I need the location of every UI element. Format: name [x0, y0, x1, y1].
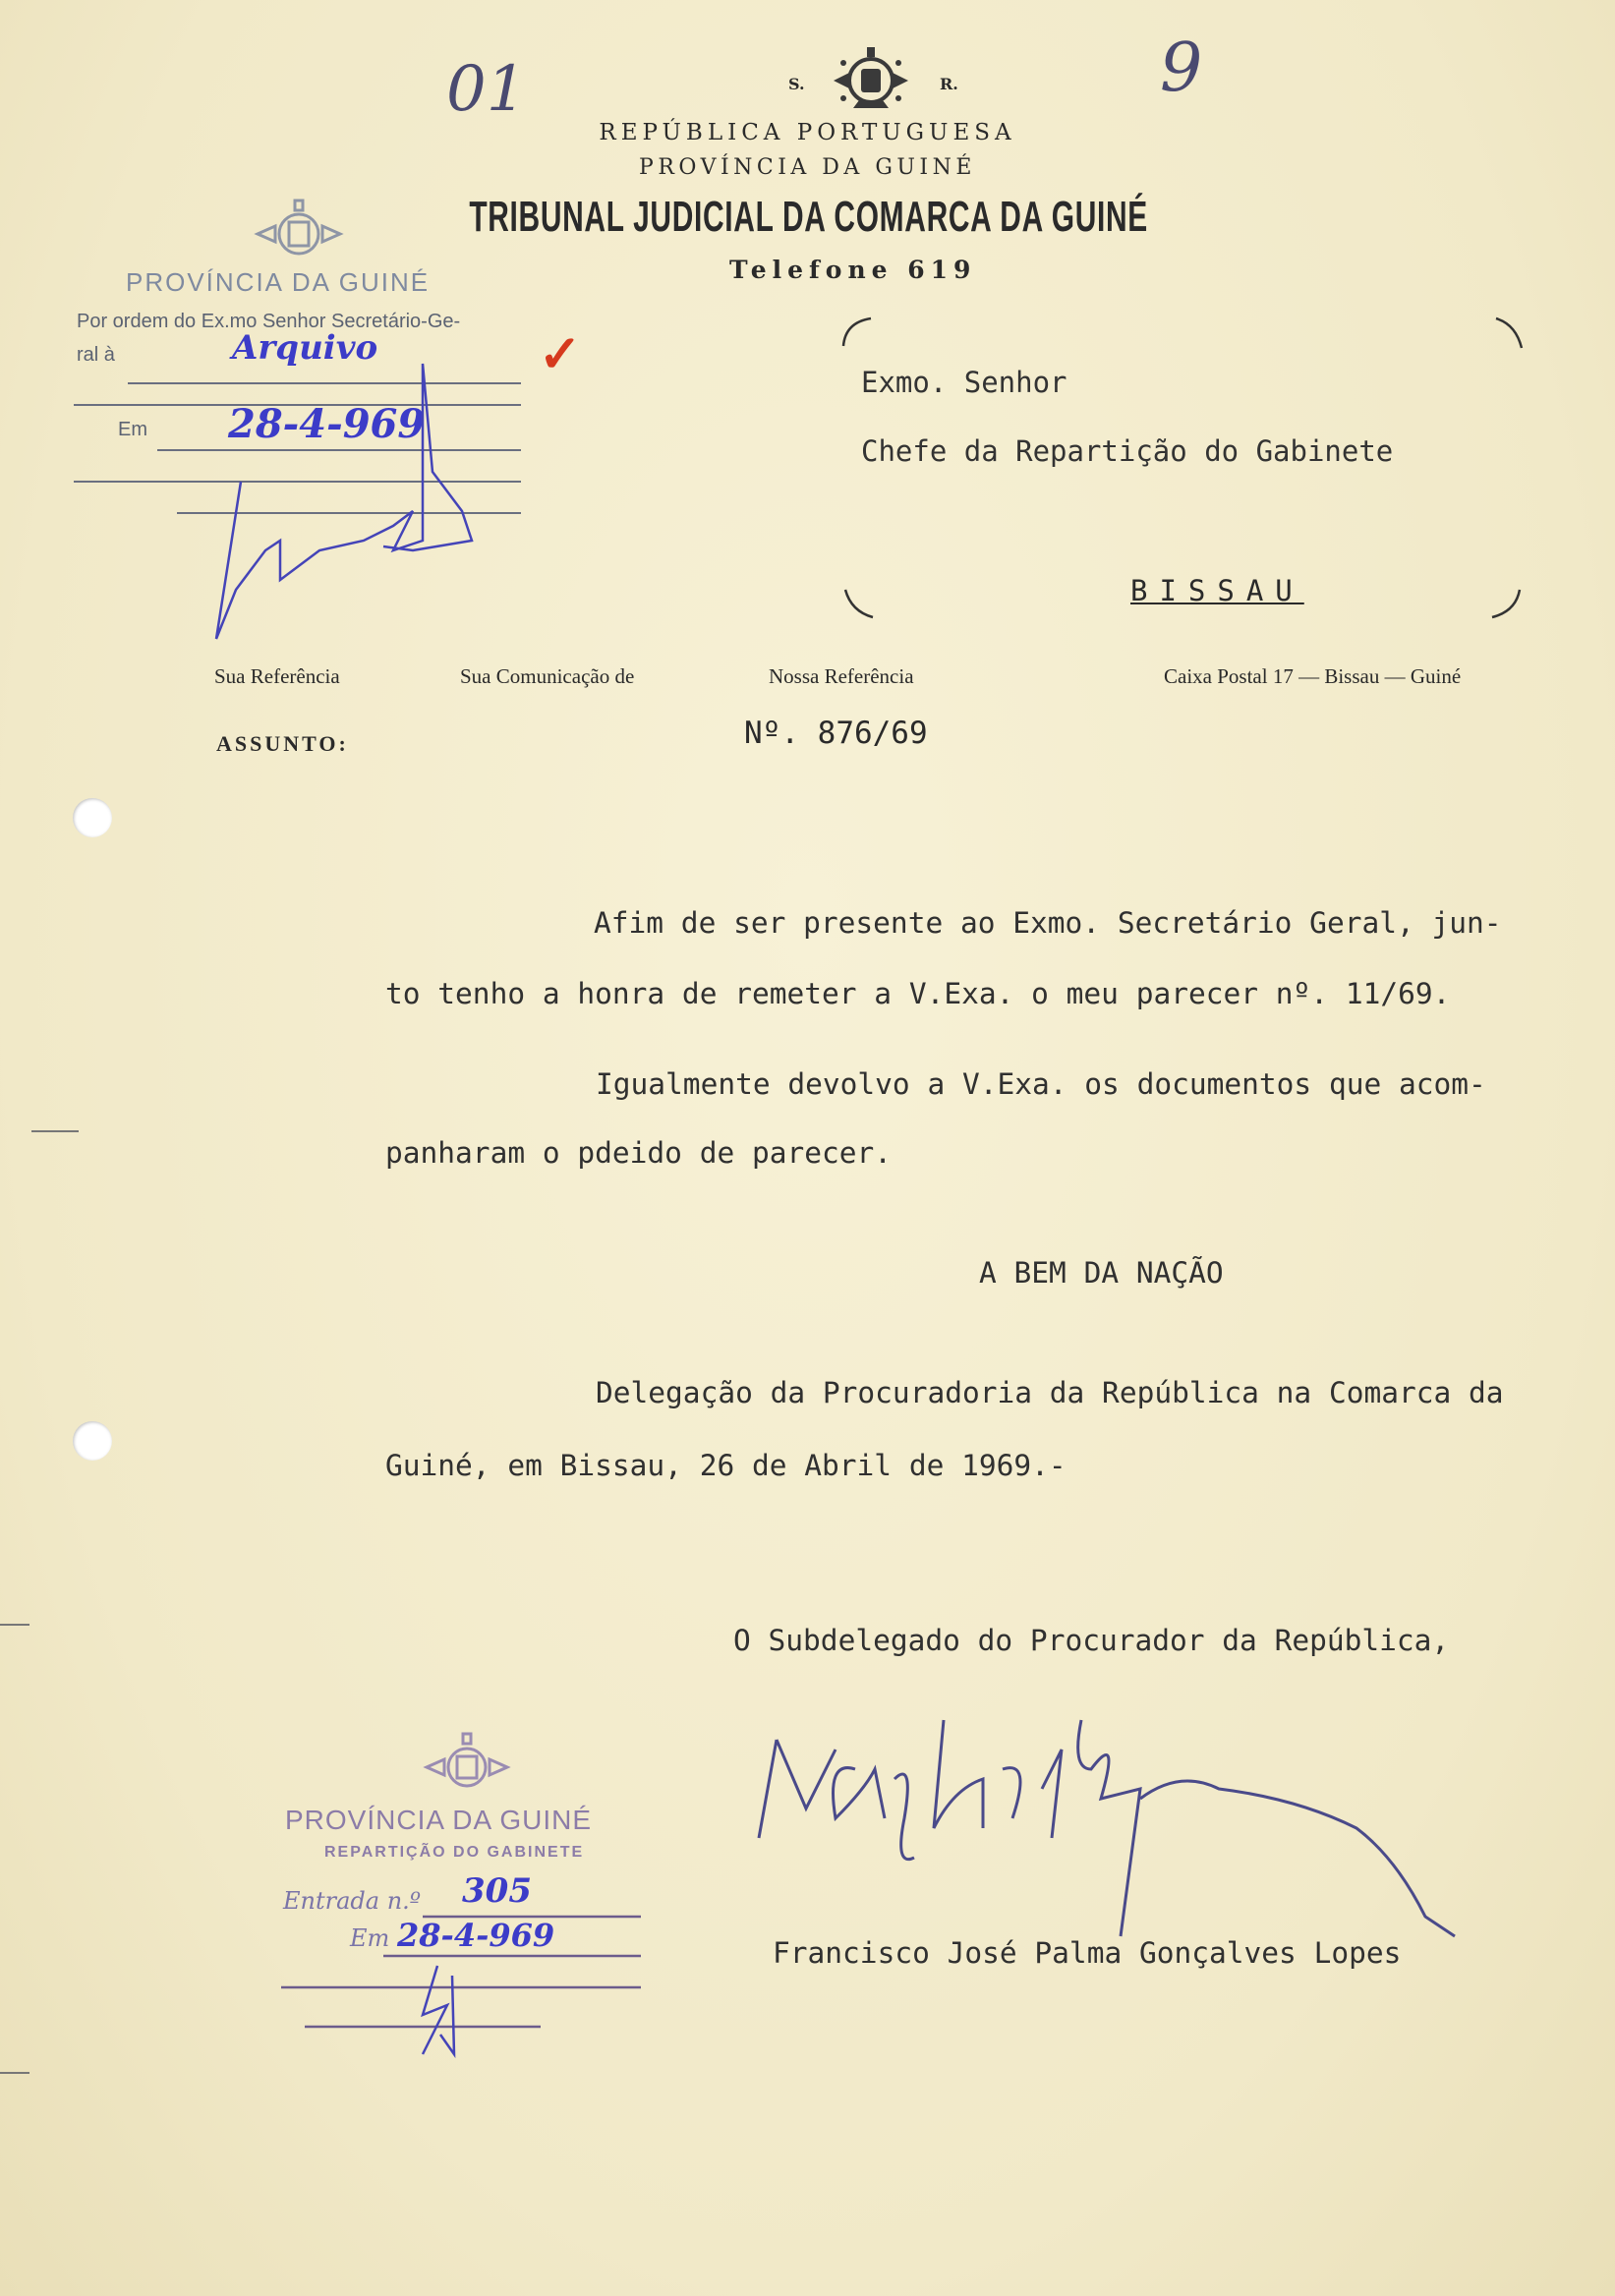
coat-of-arms-emblem — [824, 41, 918, 118]
margin-fold-mark — [0, 1624, 29, 1626]
body-place-line1: Delegação da Procuradoria da República na Comarca da — [596, 1376, 1504, 1409]
label-assunto: ASSUNTO: — [216, 731, 349, 756]
letterhead-court-title: TRIBUNAL JUDICIAL DA COMARCA DA GUINÉ — [469, 193, 1148, 241]
addressee-city: BISSAU — [1130, 574, 1304, 607]
folio-mark-left: 01 — [446, 53, 527, 126]
reference-number: Nº. 876/69 — [744, 716, 928, 751]
addressee-title: Chefe da Repartição do Gabinete — [861, 434, 1394, 468]
margin-fold-mark — [0, 2072, 29, 2074]
entry-stamp-entrada-label: Entrada n.º — [283, 1887, 422, 1915]
body-closing: A BEM DA NAÇÃO — [979, 1256, 1224, 1290]
margin-fold-mark — [31, 1130, 79, 1132]
routing-stamp-destination-label: ral à — [77, 344, 115, 366]
body-paragraph1-line1: Afim de ser presente ao Exmo. Secretário Geral, jun- — [594, 906, 1502, 940]
entry-number-handwritten: 305 — [462, 1871, 532, 1911]
routing-stamp-em-label: Em — [118, 419, 147, 440]
letterhead-province: PROVÍNCIA DA GUINÉ — [639, 155, 976, 180]
punch-hole-bottom — [73, 1421, 112, 1461]
body-paragraph2-line2: panharam o pdeido de parecer. — [385, 1136, 893, 1170]
stamp-emblem-top — [252, 197, 346, 269]
entry-stamp-emblem — [423, 1732, 511, 1803]
label-caixa-postal: Caixa Postal 17 — Bissau — Guiné — [1164, 664, 1462, 688]
label-sua-comunicacao: Sua Comunicação de — [460, 664, 635, 688]
body-paragraph2-line1: Igualmente devolvo a V.Exa. os documentos que acom- — [596, 1067, 1486, 1101]
handwritten-signature — [747, 1710, 1474, 1946]
letterhead-republic: REPÚBLICA PORTUGUESA — [599, 120, 1016, 145]
letterhead-initial-r: R. — [940, 75, 958, 93]
routing-date-handwritten: 28-4-969 — [228, 401, 426, 447]
entry-stamp-em-label: Em — [350, 1924, 390, 1952]
body-paragraph1-line2: to tenho a honra de remeter a V.Exa. o meu parecer nº. 11/69. — [385, 977, 1451, 1010]
routing-stamp-order-line: Por ordem do Ex.mo Senhor Secretário-Ge- — [77, 311, 461, 332]
entry-stamp-subtitle: REPARTIÇÃO DO GABINETE — [324, 1844, 585, 1861]
routing-stamp-lines — [69, 354, 541, 649]
signatory-name: Francisco José Palma Gonçalves Lopes — [773, 1936, 1402, 1970]
signature-role: O Subdelegado do Procurador da República, — [733, 1624, 1450, 1657]
punch-hole-top — [73, 798, 112, 837]
entry-date-handwritten: 28-4-969 — [397, 1917, 555, 1954]
folio-mark-right: 9 — [1160, 29, 1203, 107]
entry-stamp-lines — [275, 1907, 649, 2064]
entry-stamp-title: PROVÍNCIA DA GUINÉ — [285, 1805, 593, 1835]
routing-destination-handwritten: Arquivo — [232, 328, 378, 368]
letterhead-initial-s: S. — [788, 75, 805, 93]
check-mark: ✓ — [539, 324, 582, 384]
routing-stamp-title: PROVÍNCIA DA GUINÉ — [126, 267, 431, 297]
body-place-line2: Guiné, em Bissau, 26 de Abril de 1969.- — [385, 1449, 1067, 1482]
label-nossa-referencia: Nossa Referência — [769, 664, 914, 688]
letterhead-phone: Telefone 619 — [729, 256, 977, 284]
label-sua-referencia: Sua Referência — [214, 664, 340, 688]
addressee-salutation: Exmo. Senhor — [861, 366, 1067, 399]
